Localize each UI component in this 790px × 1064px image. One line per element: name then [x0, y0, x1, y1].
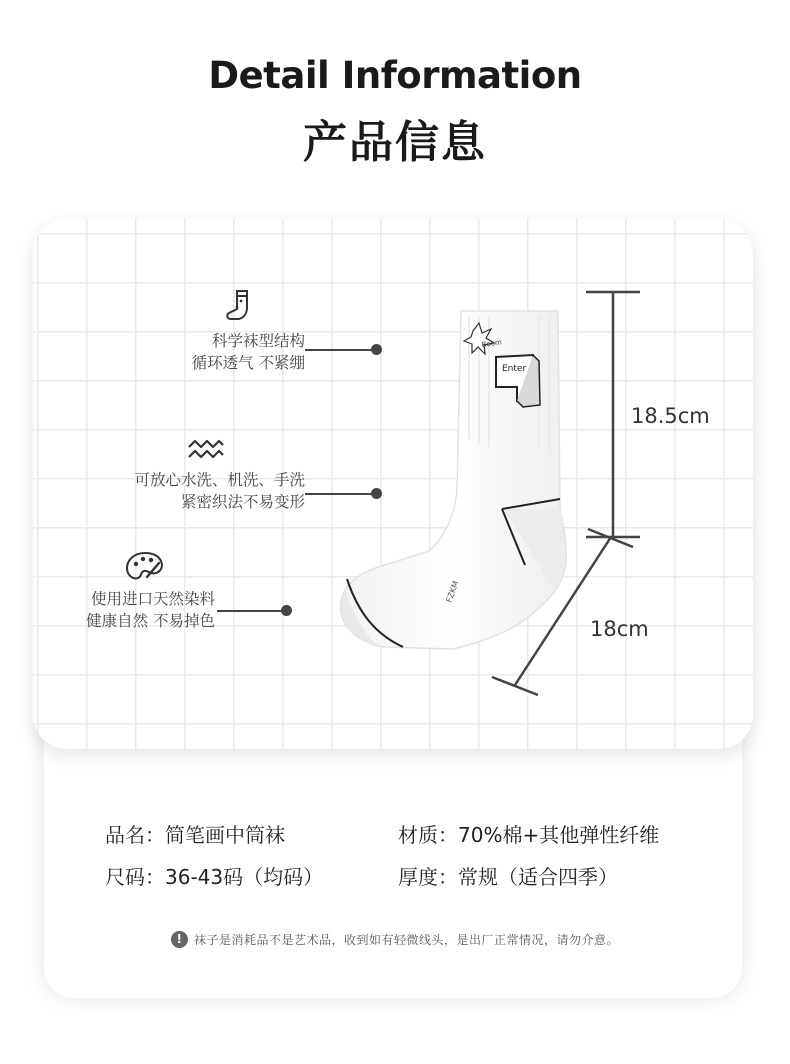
spec-size: [105, 861, 323, 890]
patch-boom-text: Boom: [481, 338, 503, 349]
info-icon: !: [171, 931, 188, 948]
spec-name: [105, 819, 285, 848]
spec-material: [398, 819, 659, 848]
feature-breathable-line1: 科学袜型结构: [211, 332, 305, 350]
feature-washable: [95, 469, 305, 513]
patch-enter-text: Enter: [502, 364, 527, 374]
feature-dye-line1: 使用进口天然染料: [90, 590, 215, 608]
spec-name-value: 简笔画中筒袜: [165, 823, 285, 847]
grid-panel: [33, 219, 753, 749]
care-note: [0, 931, 790, 948]
leader-line-3: [217, 610, 285, 612]
care-note-text: 袜子是消耗品不是艺术品，收到如有轻微线头，是出厂正常情况，请勿介意。: [193, 933, 619, 947]
feature-breathable-line2: 循环透气 不紧绷: [191, 354, 305, 372]
leader-line-1: [305, 349, 375, 351]
length-label: 18cm: [590, 617, 649, 641]
feature-washable-line1: 可放心水洗、机洗、手洗: [134, 471, 305, 489]
waves-icon: [187, 439, 225, 463]
sock-icon: [225, 289, 257, 323]
leader-line-2: [305, 493, 375, 495]
feature-breathable: [155, 330, 305, 374]
feature-washable-line2: 紧密织法不易变形: [180, 493, 305, 511]
spec-size-value: 36-43码（均码）: [165, 865, 324, 889]
spec-material-value: 70%棉+其他弹性纤维: [458, 823, 660, 847]
spec-size-label: 尺码：: [105, 865, 165, 889]
leader-dot-3: [281, 605, 292, 616]
spec-thickness-label: 厚度：: [398, 865, 458, 889]
leader-dot-1: [371, 344, 382, 355]
feature-dye: [55, 588, 215, 632]
spec-name-label: 品名：: [105, 823, 165, 847]
palette-icon: [125, 551, 165, 583]
title-english: Detail Information: [208, 54, 582, 97]
spec-material-label: 材质：: [398, 823, 458, 847]
title-chinese: 产品信息: [303, 117, 487, 168]
feature-dye-line2: 健康自然 不易掉色: [86, 612, 215, 630]
brand-mark: FZKM: [444, 579, 461, 604]
height-label: 18.5cm: [631, 404, 710, 428]
leader-dot-2: [371, 488, 382, 499]
spec-thickness-value: 常规（适合四季）: [458, 865, 618, 889]
spec-thickness: [398, 861, 618, 890]
